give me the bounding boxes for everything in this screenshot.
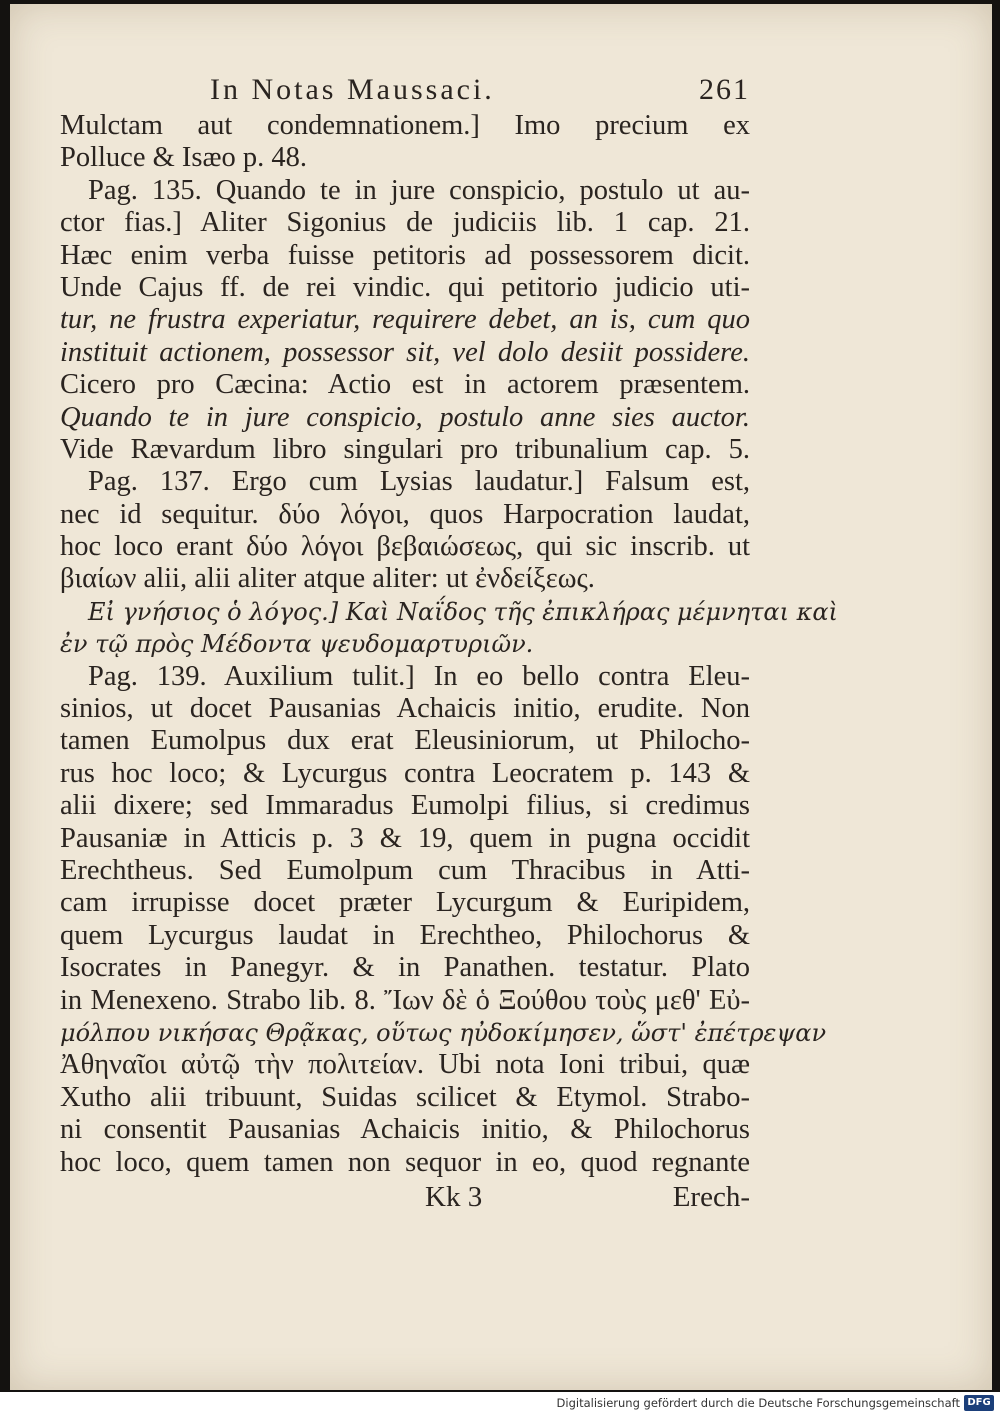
text-line: Cicero pro Cæcina: Actio est in actorem præsentem.: [60, 369, 750, 401]
dfg-logo-icon: DFG: [964, 1395, 994, 1411]
text-line: Pag. 139. Auxilium tulit.] In eo bello contra Eleu-: [88, 660, 750, 692]
text-line: sinios, ut docet Pausanias Achaicis initio, erudite. Non: [60, 693, 750, 725]
greek-line: Εἰ γνήσιος ὁ λόγος.] Καὶ Ναΐδος τῆς ἐπικλήρας μέμνηται καὶ: [88, 597, 838, 626]
text-line: Vide Rævardum libro singulari pro tribunalium cap. 5.: [60, 433, 750, 465]
text-line: Mulctam aut condemnationem.] Imo precium ex: [60, 110, 750, 141]
text-line: nec id sequitur. δύο λόγοι, quos Harpocration laudat,: [60, 498, 750, 530]
text-line: hoc loco erant δύο λόγοι βεβαιώσεως, qui sic inscrib. ut: [60, 531, 750, 563]
text-line: tur, ne frustra experiatur, requirere debet, an is, cum quo: [60, 304, 750, 336]
text-line: cam irrupisse docet præter Lycurgum & Euripidem,: [60, 887, 750, 919]
page-footer: [60, 1181, 750, 1217]
text-line: quem Lycurgus laudat in Erechtheo, Philochorus &: [60, 919, 750, 951]
text-line: Pag. 137. Ergo cum Lysias laudatur.] Falsum est,: [88, 466, 750, 498]
greek-line: μόλπου νικήσας Θρᾷκας, οὕτως ηὐδοκίμησεν, ὥστ' ἐπέτρεψαν: [60, 1018, 827, 1047]
text-line: in Menexeno. Strabo lib. 8. Ἴων δὲ ὁ Ξούθου τοὺς μεθ' Εὐ-: [60, 984, 750, 1016]
credit-bar: [0, 1392, 1000, 1416]
text-line: Ἀθηναῖοι αὐτῷ τὴν πολιτείαν. Ubi nota Ioni tribui, quæ: [60, 1049, 750, 1081]
text-line: Pausaniæ in Atticis p. 3 & 19, quem in pugna occidit: [60, 822, 750, 854]
text-line: instituit actionem, possessor sit, vel dolo desiit possidere.: [60, 336, 750, 368]
text-line: Hæc enim verba fuisse petitoris ad possessorem dicit.: [60, 239, 750, 271]
funding-credit: Digitalisierung gefördert durch die Deutsche Forschungsgemeinschaft: [556, 1396, 960, 1410]
text-line: ctor fias.] Aliter Sigonius de judiciis lib. 1 cap. 21.: [60, 207, 750, 239]
page-number: 261: [699, 73, 750, 106]
text-line: hoc loco, quem tamen non sequor in eo, quod regnante: [60, 1146, 750, 1178]
text-line: Xutho alii tribuunt, Suidas scilicet & Etymol. Strabo-: [60, 1081, 750, 1113]
text-line: rus hoc loco; & Lycurgus contra Leocratem p. 143 &: [60, 757, 750, 789]
text-line: Polluce & Isæo p. 48.: [60, 142, 307, 174]
signature-mark: Kk 3: [425, 1181, 483, 1213]
page-text: [60, 73, 838, 1179]
catchword: Erech-: [672, 1181, 750, 1213]
text-line: Erechtheus. Sed Eumolpum cum Thracibus in Atti-: [60, 854, 750, 886]
running-header: [60, 74, 750, 110]
text-line: alii dixere; sed Immaradus Eumolpi filius, si credimus: [60, 790, 750, 822]
text-line: βιαίων alii, alii aliter atque aliter: ut ἐνδείξεως.: [60, 563, 595, 595]
greek-line: ἐν τῷ πρὸς Μέδοντα ψευδομαρτυριῶν.: [60, 630, 534, 659]
text-line: tamen Eumolpus dux erat Eleusiniorum, ut Philocho-: [60, 725, 750, 757]
book-page: [10, 4, 992, 1390]
text-line: Unde Cajus ff. de rei vindic. qui petitorio judicio uti-: [60, 271, 750, 303]
text-line: Isocrates in Panegyr. & in Panathen. testatur. Plato: [60, 952, 750, 984]
text-line: Quando te in jure conspicio, postulo anne sies auctor.: [60, 401, 750, 433]
text-line: ni consentit Pausanias Achaicis initio, & Philochorus: [60, 1114, 750, 1146]
running-head: In Notas Maussaci.: [210, 73, 495, 106]
text-line: Pag. 135. Quando te in jure conspicio, postulo ut au-: [88, 174, 750, 206]
